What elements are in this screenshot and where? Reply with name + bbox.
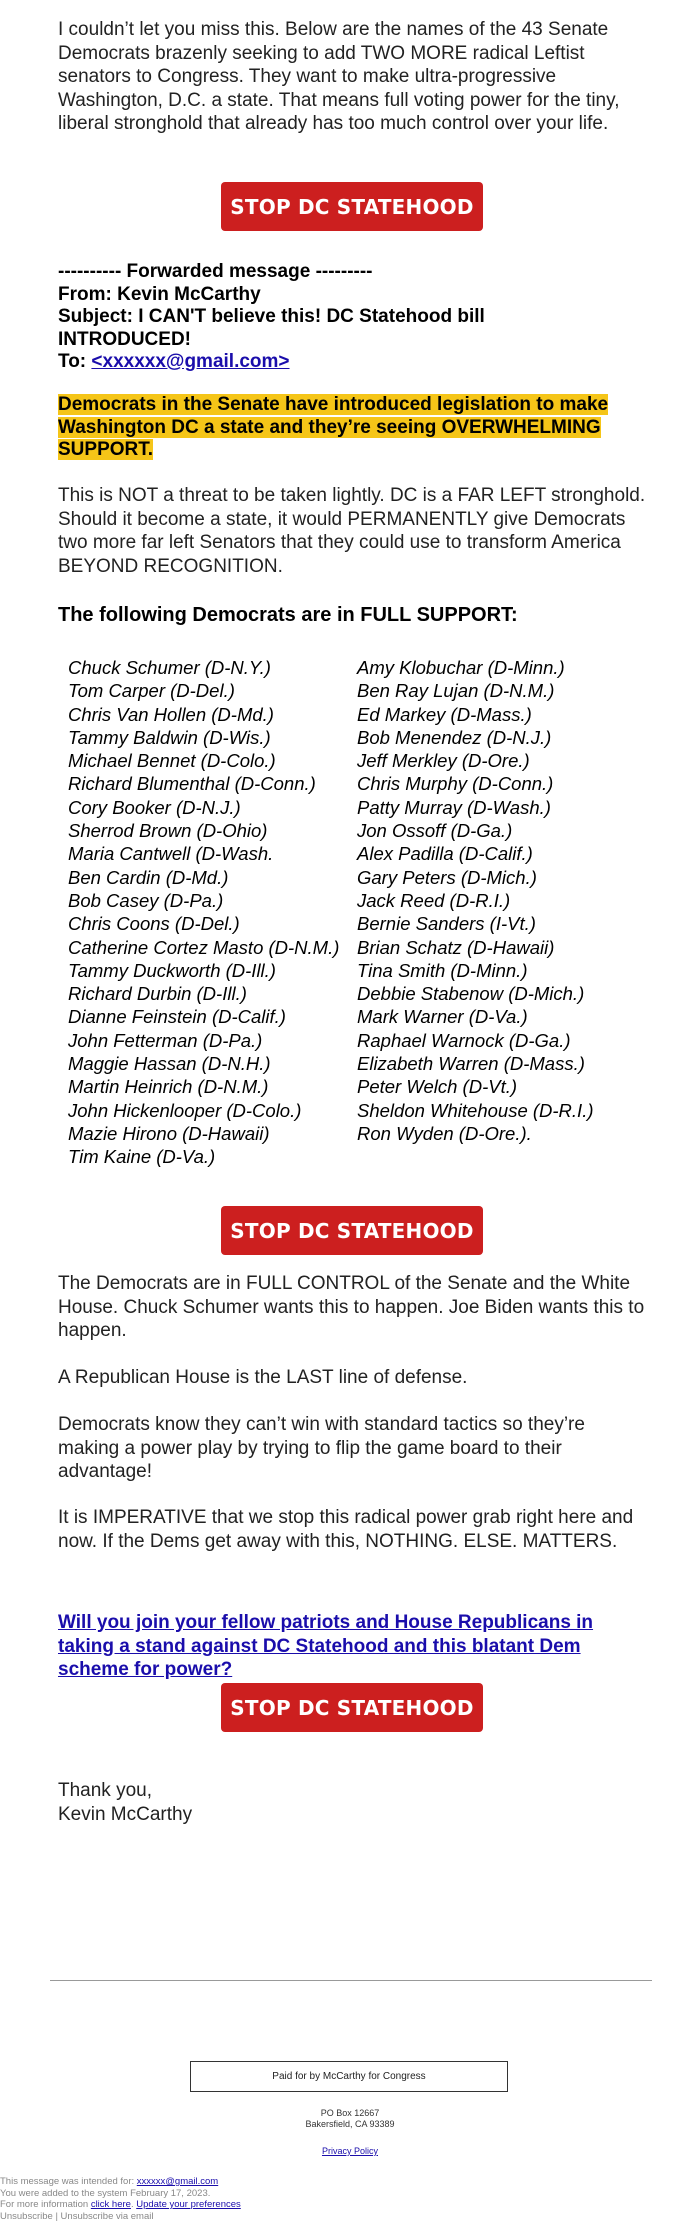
senator-item: Raphael Warnock (D-Ga.)	[357, 1029, 571, 1051]
highlighted-text: Democrats in the Senate have introduced legislation to make Washington DC a state and they’re seeing OVERWHELMING SUPPORT.	[58, 394, 609, 460]
senator-item: Gary Peters (D-Mich.)	[357, 866, 537, 888]
unsubscribe-line[interactable]: Unsubscribe | Unsubscribe via email	[0, 2210, 154, 2222]
forwarded-to-label: To:	[58, 351, 92, 372]
intro-paragraph: I couldn’t let you miss this. Below are the names of the 43 Senate Democrats brazenly seeking to add TWO MORE radical Leftist senators to Congress. They want to make ultra-progressive Washington, D.C. a state. That means full voting power for the tiny, liberal stronghold that already has too much control over your life.	[58, 19, 620, 134]
senator-item: Dianne Feinstein (D-Calif.)	[68, 1006, 286, 1028]
more-info-label: For more information	[0, 2199, 91, 2210]
forwarded-subject: Subject: I CAN'T believe this! DC Statehood bill INTRODUCED!	[58, 306, 485, 350]
senator-item: Mazie Hirono (D-Hawaii)	[68, 1122, 270, 1144]
senator-item: Tina Smith (D-Minn.)	[357, 959, 528, 981]
senator-item: Catherine Cortez Masto (D-N.M.)	[68, 936, 340, 958]
support-list-heading: The following Democrats are in FULL SUPPORT:	[58, 604, 518, 626]
senator-item: Ed Markey (D-Mass.)	[357, 703, 532, 725]
forwarded-from: From: Kevin McCarthy	[58, 283, 261, 305]
address-city: Bakersfield, CA 93389	[305, 2118, 395, 2129]
mailing-address	[0, 2108, 700, 2129]
senator-item: Tim Kaine (D-Va.)	[68, 1146, 216, 1168]
senator-item: Richard Durbin (D-Ill.)	[68, 983, 247, 1005]
forwarded-to-email-link[interactable]: <xxxxxx@gmail.com>	[91, 351, 290, 372]
added-date-line: You were added to the system February 17, 2023.	[0, 2187, 211, 2199]
more-info-separator: .	[130, 2199, 137, 2210]
signoff	[58, 1779, 192, 1826]
forwarded-message-header	[58, 261, 538, 374]
senator-item: Ben Cardin (D-Md.)	[68, 866, 229, 888]
signoff-thanks: Thank you,	[58, 1780, 152, 1801]
senator-item: Maria Cantwell (D-Wash.	[68, 843, 274, 865]
senator-item: Sheldon Whitehouse (D-R.I.)	[357, 1099, 594, 1121]
senator-item: Bernie Sanders (I-Vt.)	[357, 913, 536, 935]
senator-item: John Hickenlooper (D-Colo.)	[68, 1099, 302, 1121]
senator-item: Bob Casey (D-Pa.)	[68, 889, 224, 911]
senator-item: Sherrod Brown (D-Ohio)	[68, 820, 268, 842]
intended-for-label: This message was intended for:	[0, 2176, 137, 2187]
highlighted-statement	[58, 394, 648, 462]
threat-paragraph: This is NOT a threat to be taken lightly. DC is a FAR LEFT stronghold. Should it become a state, it would PERMANENTLY give Democrats two more far left Senators that they could use to transform America BEYOND RECOGNITION.	[58, 485, 646, 577]
senator-item: Chris Coons (D-Del.)	[68, 913, 240, 935]
address-po-box: PO Box 12667	[320, 2108, 380, 2118]
footer-fine-print	[0, 2176, 700, 2222]
forwarded-to	[58, 351, 538, 374]
senator-item: Jeff Merkley (D-Ore.)	[357, 750, 530, 772]
senator-item: Ben Ray Lujan (D-N.M.)	[357, 680, 555, 702]
senator-item: John Fetterman (D-Pa.)	[68, 1029, 263, 1051]
senator-item: Tammy Duckworth (D-Ill.)	[68, 959, 276, 981]
join-stand-link[interactable]: Will you join your fellow patriots and House Republicans in taking a stand against DC Statehood and this blatant Dem scheme for power?	[58, 1612, 594, 1680]
senator-item: Alex Padilla (D-Calif.)	[357, 843, 533, 865]
senator-item: Chris Van Hollen (D-Md.)	[68, 703, 274, 725]
senator-item: Chris Murphy (D-Conn.)	[357, 773, 554, 795]
forwarded-divider-text: ---------- Forwarded message ---------	[58, 261, 373, 282]
senator-list-right	[357, 656, 647, 1145]
senator-item: Patty Murray (D-Wash.)	[357, 796, 551, 818]
senator-item: Jon Ossoff (D-Ga.)	[357, 820, 513, 842]
stop-dc-statehood-button-1[interactable]: STOP DC STATEHOOD	[221, 182, 483, 231]
senator-item: Maggie Hassan (D-N.H.)	[68, 1053, 271, 1075]
senator-item: Chuck Schumer (D-N.Y.)	[68, 657, 271, 678]
senator-list-left	[68, 656, 346, 1169]
tactics-paragraph: Democrats know they can’t win with standard tactics so they’re making a power play by trying to flip the game board to their advantage!	[58, 1414, 585, 1482]
senator-item: Bob Menendez (D-N.J.)	[357, 726, 552, 748]
senator-item: Jack Reed (D-R.I.)	[357, 889, 511, 911]
footer-divider	[50, 1980, 652, 1981]
senator-item: Cory Booker (D-N.J.)	[68, 796, 241, 818]
senator-item: Martin Heinrich (D-N.M.)	[68, 1076, 269, 1098]
house-paragraph: A Republican House is the LAST line of defense.	[58, 1367, 468, 1388]
stop-dc-statehood-button-2[interactable]: STOP DC STATEHOOD	[221, 1206, 483, 1255]
click-here-link[interactable]: click here	[90, 2199, 131, 2210]
privacy-policy-link[interactable]: Privacy Policy	[321, 2146, 378, 2156]
senator-item: Tammy Baldwin (D-Wis.)	[68, 726, 271, 748]
senator-item: Brian Schatz (D-Hawaii)	[357, 936, 555, 958]
senator-item: Michael Bennet (D-Colo.)	[68, 750, 276, 772]
control-paragraph: The Democrats are in FULL CONTROL of the Senate and the White House. Chuck Schumer wants this to happen. Joe Biden wants this to happen.	[58, 1273, 645, 1341]
imperative-paragraph: It is IMPERATIVE that we stop this radical power grab right here and now. If the Dems get away with this, NOTHING. ELSE. MATTERS.	[58, 1507, 634, 1552]
senator-item: Peter Welch (D-Vt.)	[357, 1076, 518, 1098]
senator-item: Ron Wyden (D-Ore.).	[357, 1122, 532, 1144]
intended-email-link[interactable]: xxxxxx@gmail.com	[136, 2176, 219, 2187]
senator-item: Mark Warner (D-Va.)	[357, 1006, 528, 1028]
stop-dc-statehood-button-3[interactable]: STOP DC STATEHOOD	[221, 1683, 483, 1732]
senator-item: Amy Klobuchar (D-Minn.)	[357, 657, 565, 678]
paid-for-box: Paid for by McCarthy for Congress	[190, 2061, 508, 2092]
intended-for-line	[0, 2176, 700, 2188]
senator-item: Debbie Stabenow (D-Mich.)	[357, 983, 585, 1005]
senator-item: Elizabeth Warren (D-Mass.)	[357, 1053, 585, 1075]
signoff-name: Kevin McCarthy	[58, 1803, 193, 1825]
senator-item: Richard Blumenthal (D-Conn.)	[68, 773, 316, 795]
senator-item: Tom Carper (D-Del.)	[68, 680, 235, 702]
more-info-line	[0, 2199, 700, 2211]
update-preferences-link[interactable]: Update your preferences	[136, 2199, 241, 2210]
